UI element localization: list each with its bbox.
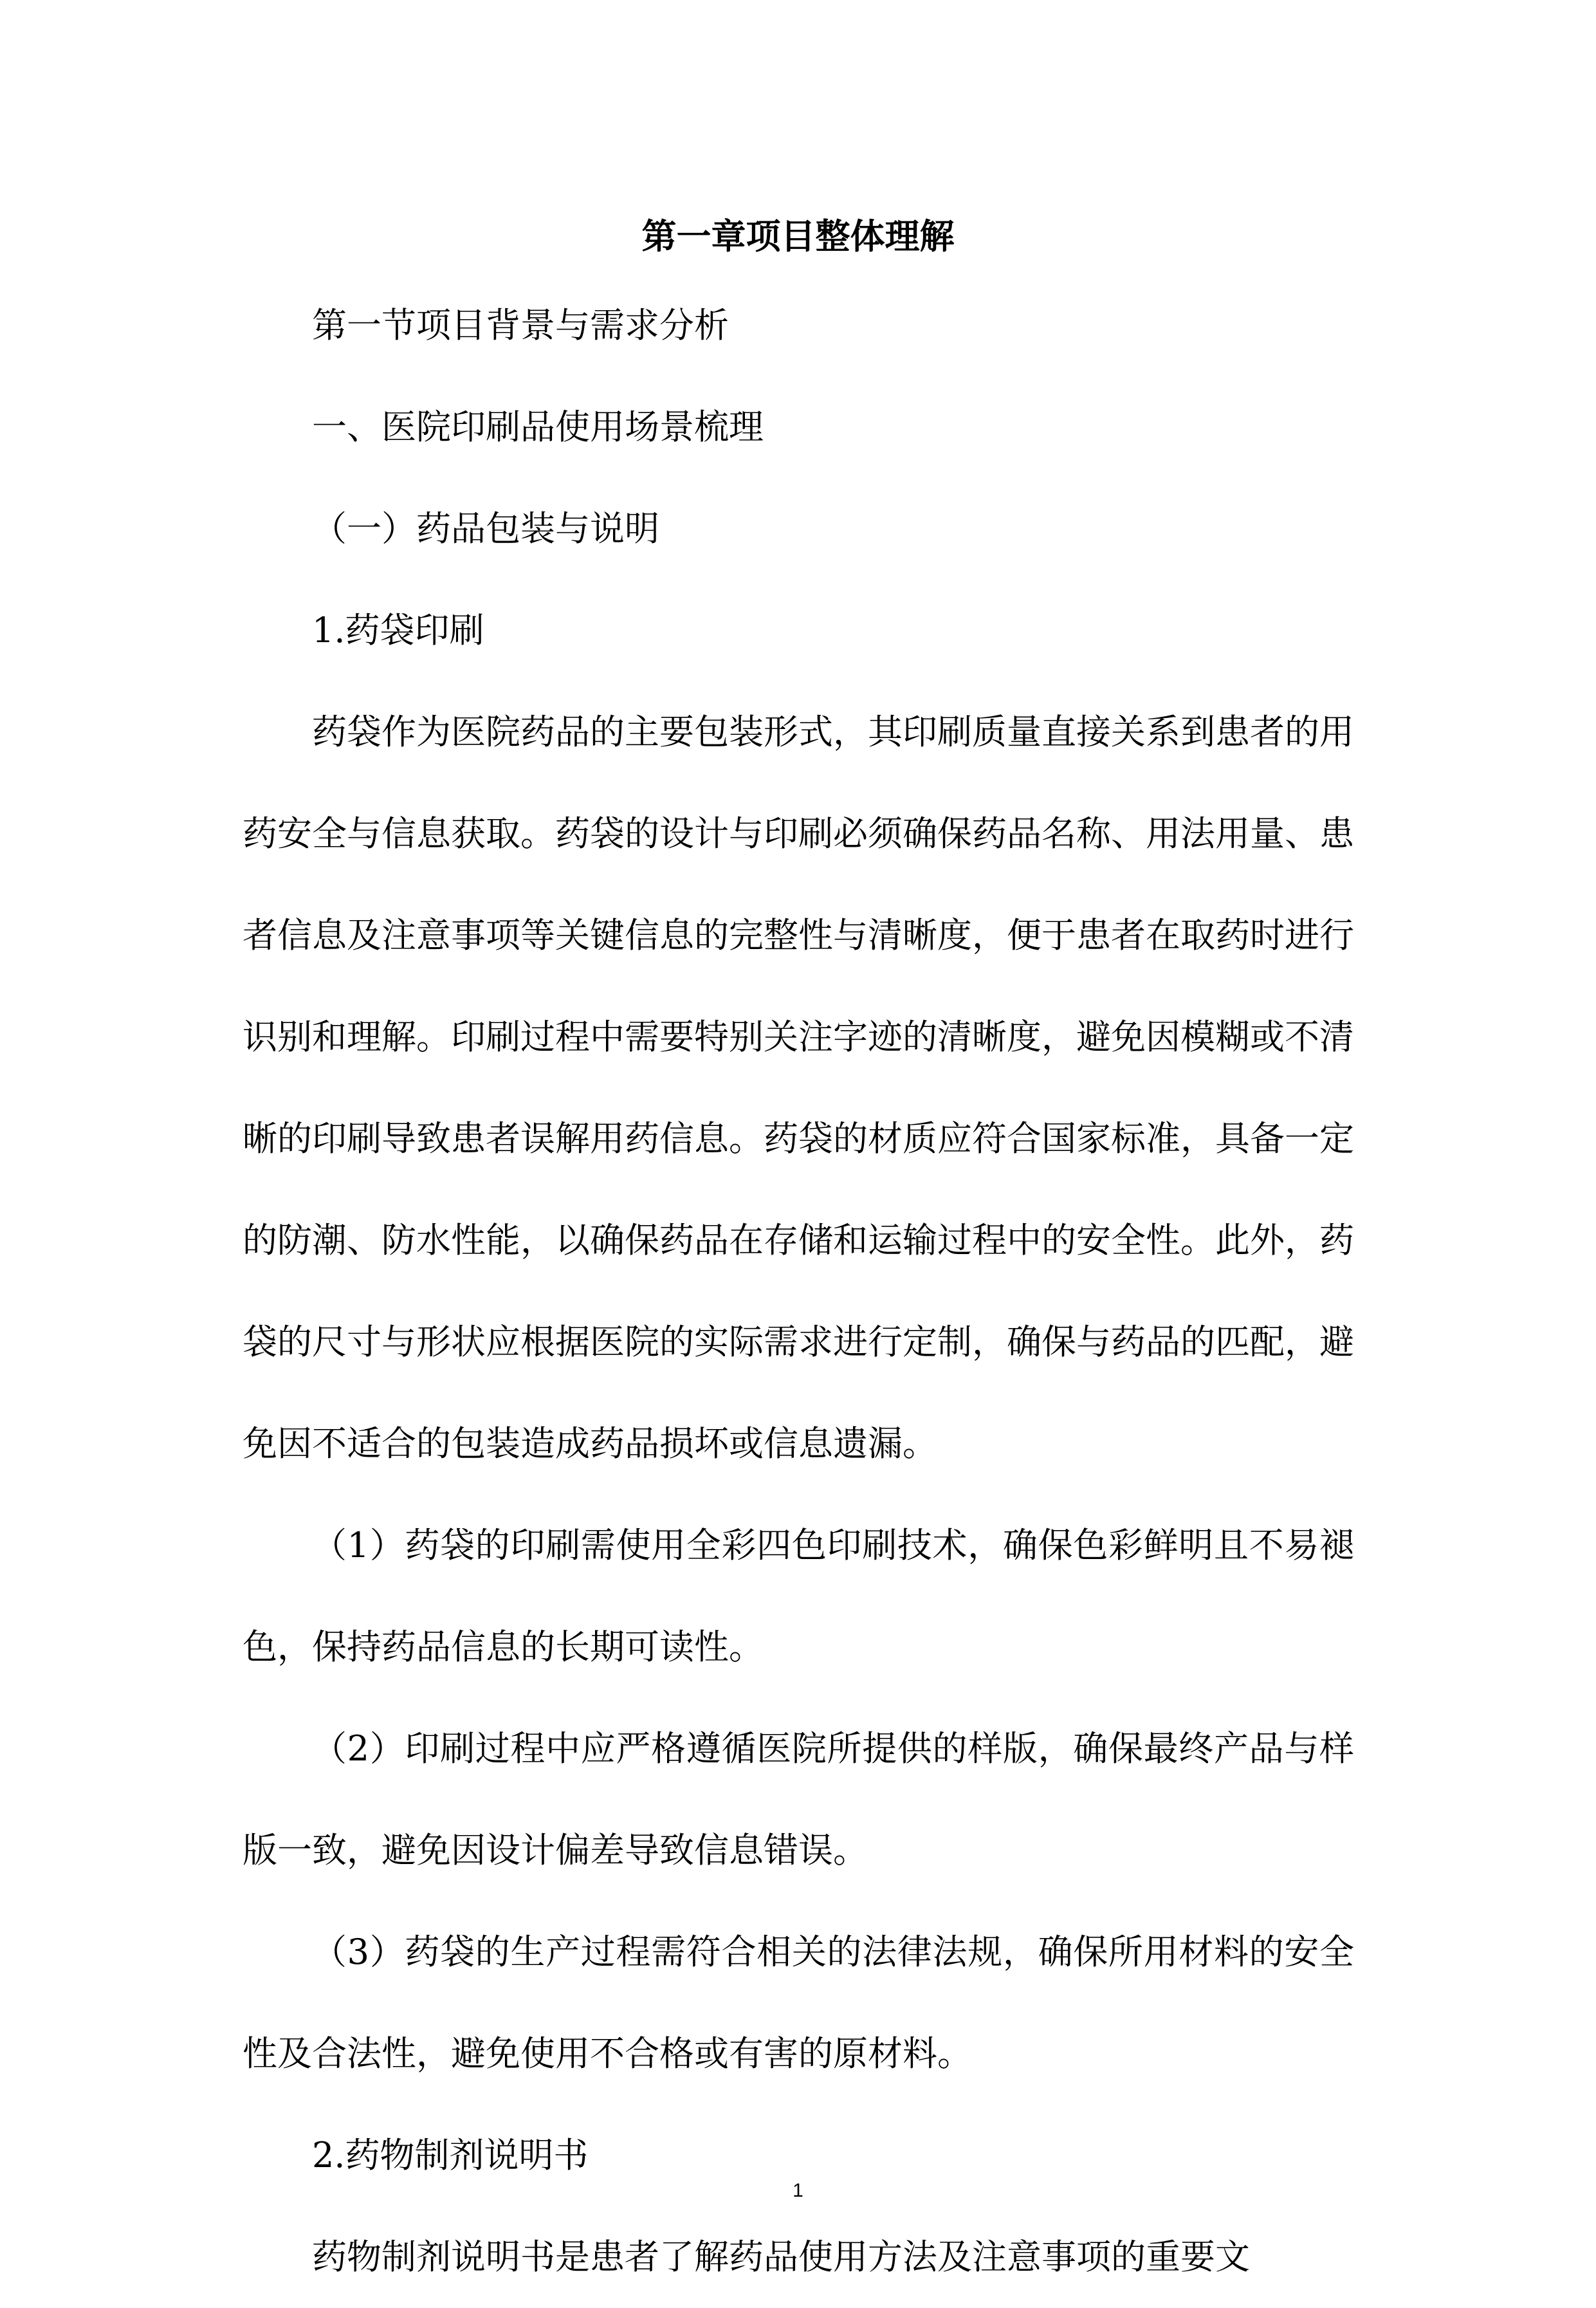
item2-paragraph: 药物制剂说明书是患者了解药品使用方法及注意事项的重要文 xyxy=(312,2237,1250,2277)
point-3: （3）药袋的生产过程需符合相关的法律法规，确保所用材料的安全性及合法性，避免使用不合格或有害的原材料。 xyxy=(243,1932,1354,2074)
item1-heading: 1.药袋印刷 xyxy=(312,610,484,651)
chapter-title: 第一章项目整体理解 xyxy=(641,216,955,257)
point-1: （1）药袋的印刷需使用全彩四色印刷技术，确保色彩鲜明且不易褪色，保持药品信息的长期可读性。 xyxy=(243,1525,1354,1667)
item1-paragraph: 药袋作为医院药品的主要包装形式，其印刷质量直接关系到患者的用药安全与信息获取。药袋的设计与印刷必须确保药品名称、用法用量、患者信息及注意事项等关键信息的完整性与清晰度，便于患者在取药时进行识别和理解。印刷过程中需要特别关注字迹的清晰度，避免因模糊或不清晰的印刷导致患者误解用药信息。药袋的材质应符合国家标准，具备一定的防潮、防水性能，以确保药品在存储和运输过程中的安全性。此外，药袋的尺寸与形状应根据医院的实际需求进行定制，确保与药品的匹配，避免因不适合的包装造成药品损坏或信息遗漏。 xyxy=(243,712,1354,1464)
point-2: （2）印刷过程中应严格遵循医院所提供的样版，确保最终产品与样版一致，避免因设计偏差导致信息错误。 xyxy=(243,1728,1354,1870)
section-heading: 第一节项目背景与需求分析 xyxy=(312,305,729,346)
page-number: 1 xyxy=(793,2180,803,2201)
subsection-heading: 一、医院印刷品使用场景梳理 xyxy=(312,407,764,447)
item2-heading: 2.药物制剂说明书 xyxy=(312,2135,589,2175)
document-body xyxy=(243,275,1354,2308)
subsubsection-heading: （一）药品包装与说明 xyxy=(312,508,659,549)
